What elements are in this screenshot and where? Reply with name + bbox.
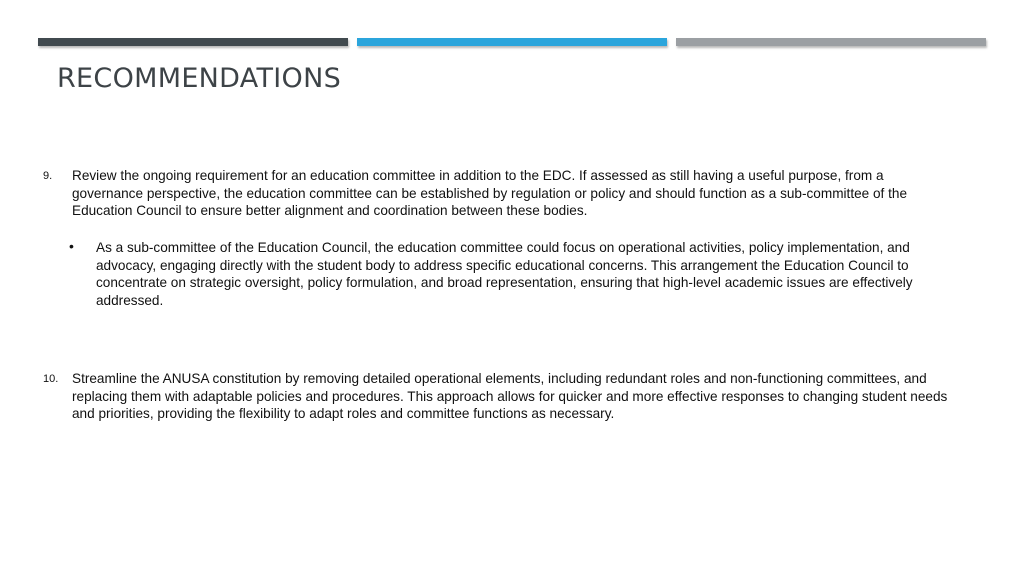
accent-bar-gray bbox=[676, 38, 986, 46]
recommendation-item-10 bbox=[43, 370, 958, 423]
accent-bar-blue bbox=[357, 38, 667, 46]
bullet-icon: • bbox=[69, 238, 74, 254]
accent-bar-dark bbox=[38, 38, 348, 46]
sub-bullet-text: As a sub-committee of the Education Council, the education committee could focus on operational activities, policy implementation, and advocacy, engaging directly with the student body to address specific educational concerns. This arrangement the Education Council to concentrate on strategic oversight, policy formulation, and broad representation, ensuring that high-level academic issues are effectively addressed. bbox=[96, 240, 913, 308]
sub-bullet-item bbox=[43, 239, 958, 309]
slide-title: RECOMMENDATIONS bbox=[57, 63, 342, 94]
item-number: 10. bbox=[43, 373, 59, 385]
item-text: Review the ongoing requirement for an education committee in addition to the EDC. If assessed as still having a useful purpose, from a governance perspective, the education committee can be established by regulation or policy and should function as a sub-committee of the Education Council to ensure better alignment and coordination between these bodies. bbox=[72, 168, 908, 218]
item-text: Streamline the ANUSA constitution by removing detailed operational elements, including redundant roles and non-functioning committees, and replacing them with adaptable policies and procedures. This approach allows for quicker and more effective responses to changing student needs and priorities, providing the flexibility to adapt roles and committee functions as necessary. bbox=[72, 371, 948, 421]
item-number: 9. bbox=[43, 170, 53, 182]
recommendation-item-9 bbox=[43, 167, 958, 220]
